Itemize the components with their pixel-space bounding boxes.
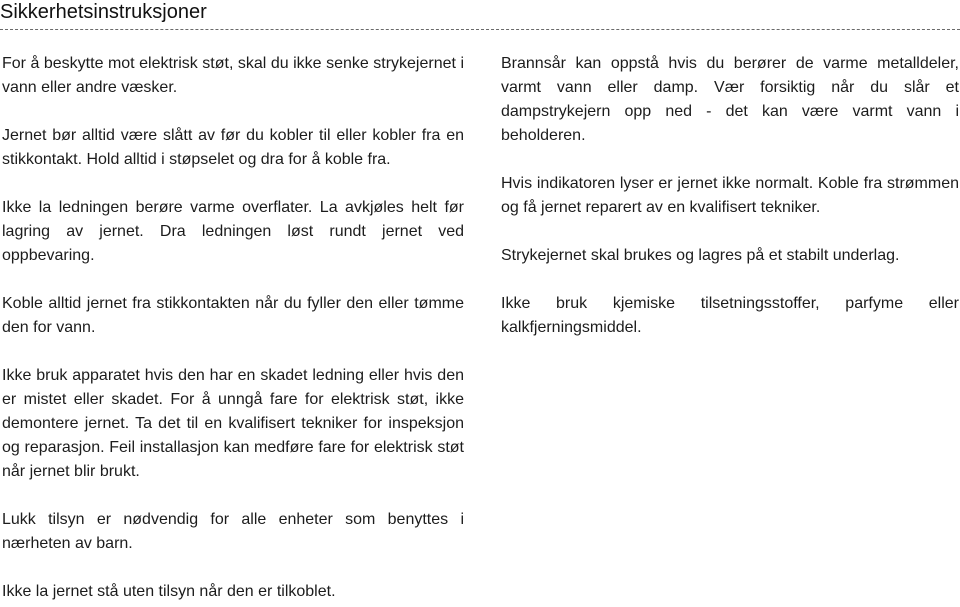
paragraph-unattended: Ikke la jernet stå uten tilsyn når den er tilkoblet. xyxy=(2,583,336,600)
paragraph-switch-off: Jernet bør alltid være slått av før du kobler til eller kobler fra en stikkontakt. Hold alltid i støpselet og dra for å koble fra. xyxy=(2,127,464,168)
paragraph-cord-care: Ikke la ledningen berøre varme overflater. La avkjøles helt før lagring av jernet. Dra ledningen løst rundt jernet ved oppbevaring. xyxy=(2,199,464,264)
paragraph-stable-surface: Strykejernet skal brukes og lagres på et stabilt underlag. xyxy=(501,247,900,264)
left-column xyxy=(2,52,464,604)
page-title: Sikkerhetsinstruksjoner xyxy=(0,1,207,23)
paragraph-indicator: Hvis indikatoren lyser er jernet ikke normalt. Koble fra strømmen og få jernet reparert av en kvalifisert tekniker. xyxy=(501,175,959,216)
paragraph-burns: Brannsår kan oppstå hvis du berører de varme metalldeler, varmt vann eller damp. Vær forsiktig når du slår et dampstrykejern opp ned - det kan være varmt vann i beholderen. xyxy=(501,55,959,144)
title-divider xyxy=(0,29,960,30)
paragraph-damaged-appliance: Ikke bruk apparatet hvis den har en skadet ledning eller hvis den er mistet eller skadet. For å unngå fare for elektrisk støt, ikke demontere jernet. Ta det til en kvalifisert tekniker for inspeksjon og reparasjon. Feil installasjon kan medføre fare for elektrisk støt når jernet blir brukt. xyxy=(2,367,464,480)
paragraph-children-supervision: Lukk tilsyn er nødvendig for alle enheter som benyttes i nærheten av barn. xyxy=(2,511,464,552)
paragraph-no-chemicals: Ikke bruk kjemiske tilsetningsstoffer, parfyme eller kalkfjerningsmiddel. xyxy=(501,295,959,336)
paragraph-water-immersion: For å beskytte mot elektrisk støt, skal du ikke senke strykejernet i vann eller andre væsker. xyxy=(2,55,464,96)
paragraph-unplug-filling: Koble alltid jernet fra stikkontakten når du fyller den eller tømme den for vann. xyxy=(2,295,464,336)
right-column xyxy=(501,52,959,340)
